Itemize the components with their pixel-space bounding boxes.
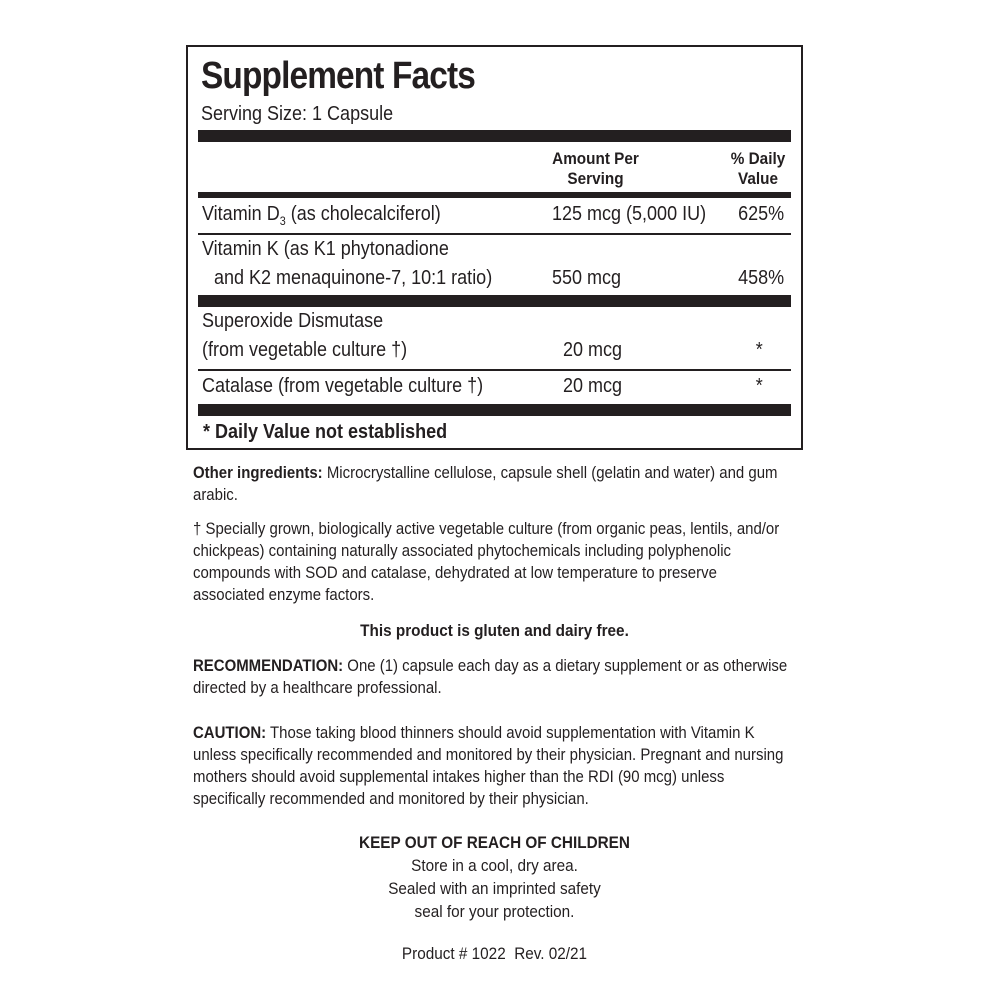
caution-label: CAUTION: [193, 723, 267, 742]
nutrient-amount: 20 mcg [563, 339, 623, 361]
nutrient-name-sod-line1: Superoxide Dismutase [202, 310, 384, 332]
other-ingredients [193, 462, 791, 506]
thick-divider [198, 130, 791, 142]
other-ingredients-text: Microcrystalline cellulose, capsule shell (gelatin and water) and gum arabic. [193, 463, 778, 504]
medium-divider [198, 192, 791, 198]
thick-divider [198, 295, 791, 307]
storage-line-3: seal for your protection. [414, 902, 575, 921]
nutrient-amount: 550 mcg [552, 267, 622, 289]
nutrient-name-catalase: Catalase (from vegetable culture †) [202, 375, 484, 397]
nutrient-daily-value: * [755, 375, 763, 397]
nutrient-daily-value: 625% [737, 203, 784, 225]
recommendation [193, 655, 791, 699]
column-header-dv-line1: % Daily [730, 149, 786, 168]
other-ingredients-label: Other ingredients: [193, 463, 323, 482]
nutrient-daily-value: 458% [737, 267, 784, 289]
daily-value-footnote: * Daily Value not established [203, 421, 448, 443]
nutrient-amount: 125 mcg (5,000 IU) [552, 203, 707, 225]
nutrient-amount: 20 mcg [563, 375, 623, 397]
serving-size: Serving Size: 1 Capsule [201, 103, 394, 125]
product-number: Product # 1022 Rev. 02/21 [401, 944, 588, 963]
caution [193, 722, 791, 810]
row-divider [198, 369, 791, 371]
nutrient-name-vitamin-d3 [202, 202, 441, 233]
row-divider [198, 233, 791, 235]
recommendation-label: RECOMMENDATION: [193, 656, 344, 675]
nutrient-name-vitamin-k-line1: Vitamin K (as K1 phytonadione [202, 238, 449, 260]
recommendation-text: One (1) capsule each day as a dietary supplement or as otherwise directed by a healthcare professional. [193, 656, 788, 697]
panel-title: Supplement Facts [201, 55, 475, 97]
nutrient-name-part: Vitamin D [202, 203, 280, 225]
dagger-note: † Specially grown, biologically active vegetable culture (from organic peas, lentils, and/or chickpeas) containing naturally associated phytochemicals including polyphenolic compounds with SOD and catalase, dehydrated at low temperature to preserve associated enzyme factors. [193, 519, 780, 604]
thick-divider [198, 404, 791, 416]
nutrient-subscript: 3 [279, 214, 286, 228]
storage-line-1: Store in a cool, dry area. [411, 856, 578, 875]
column-header-dv-line2: Value [738, 169, 778, 188]
keep-out-warning: KEEP OUT OF REACH OF CHILDREN [359, 833, 630, 852]
column-header-daily-value [718, 149, 799, 189]
column-header-amount-line2: Serving [567, 169, 624, 188]
column-header-amount [539, 149, 652, 189]
supplement-facts-panel [186, 45, 803, 450]
column-header-amount-line1: Amount Per [552, 149, 639, 168]
nutrient-name-sod-line2: (from vegetable culture †) [202, 339, 408, 361]
storage-line-2: Sealed with an imprinted safety [388, 879, 601, 898]
nutrient-name-vitamin-k-line2: and K2 menaquinone-7, 10:1 ratio) [214, 267, 493, 289]
nutrient-daily-value: * [755, 339, 763, 361]
gluten-dairy-note: This product is gluten and dairy free. [360, 621, 629, 640]
caution-text: Those taking blood thinners should avoid supplementation with Vitamin K unless specifically recommended and monitored by their physician. Pregnant and nursing mothers should avoid supplemental intakes higher than the RDI (90 mcg) unless specifically recommended and monitored by their physician. [193, 723, 784, 808]
nutrient-name-part: (as cholecalciferol) [285, 203, 441, 225]
